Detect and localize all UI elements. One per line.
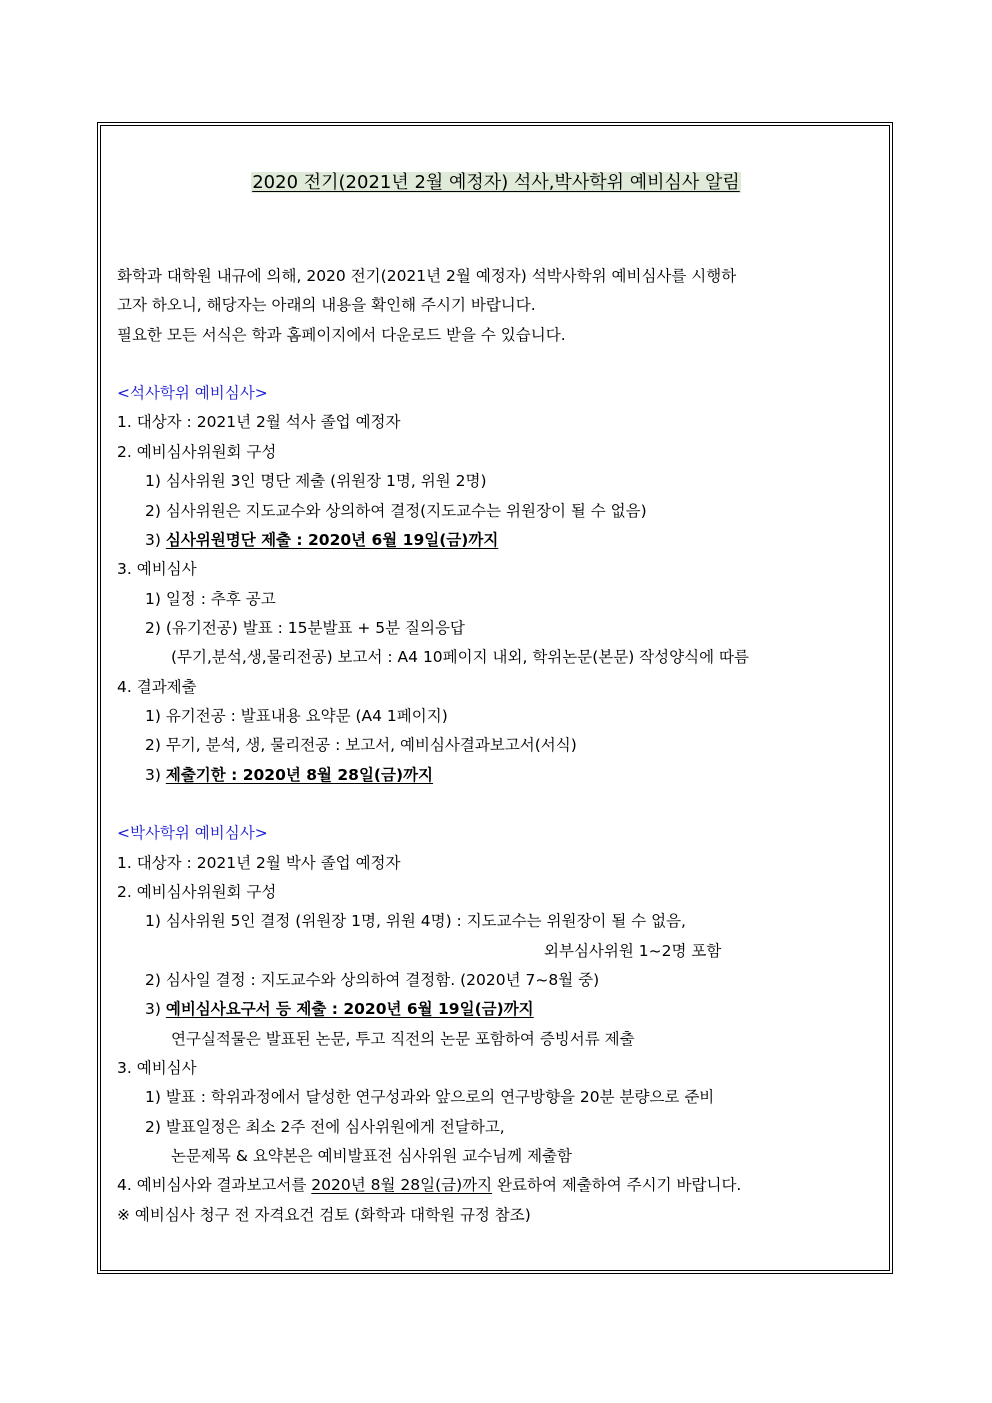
intro-line-2: 고자 하오니, 해당자는 아래의 내용을 확인해 주시기 바랍니다.	[117, 296, 536, 314]
document-title: 2020 전기(2021년 2월 예정자) 석사,박사학위 예비심사 알림	[252, 172, 740, 193]
masters-item-3-2-cont: (무기,분석,생,물리전공) 보고서 : A4 10페이지 내외, 학위논문(본문) 작성양식에 따름	[171, 648, 749, 666]
masters-item-4-3-prefix: 3)	[145, 766, 166, 784]
masters-item-2-1: 1) 심사위원 3인 명단 제출 (위원장 1명, 위원 2명)	[145, 472, 487, 490]
masters-item-4-1: 1) 유기전공 : 발표내용 요약문 (A4 1페이지)	[145, 707, 448, 725]
masters-item-2-3	[145, 529, 498, 551]
masters-item-2: 2. 예비심사위원회 구성	[117, 443, 277, 461]
doctoral-item-3: 3. 예비심사	[117, 1059, 197, 1077]
masters-submission-deadline: 제출기한 : 2020년 8월 28일(금)까지	[165, 766, 434, 784]
masters-item-4: 4. 결과제출	[117, 678, 197, 696]
doctoral-item-2-3	[145, 998, 534, 1020]
masters-committee-deadline: 심사위원명단 제출 : 2020년 6월 19일(금)까지	[165, 531, 499, 549]
masters-item-3-2: 2) (유기전공) 발표 : 15분발표 + 5분 질의응답	[145, 619, 465, 637]
doctoral-item-2-3-cont: 연구실적물은 발표된 논문, 투고 직전의 논문 포함하여 증빙서류 제출	[171, 1030, 635, 1048]
doctoral-item-2-2: 2) 심사일 결정 : 지도교수와 상의하여 결정함. (2020년 7~8월 중)	[145, 971, 600, 989]
doctoral-item-2-1: 1) 심사위원 5인 결정 (위원장 1명, 위원 4명) : 지도교수는 위원장이 될 수 없음,	[145, 912, 686, 930]
document-title-wrapper	[0, 170, 992, 196]
doctoral-item-4-prefix: 4. 예비심사와 결과보고서를	[117, 1176, 312, 1194]
doctoral-item-3-2: 2) 발표일정은 최소 2주 전에 심사위원에게 전달하고,	[145, 1118, 505, 1136]
doctoral-heading: <박사학위 예비심사>	[117, 824, 268, 842]
doctoral-request-deadline: 예비심사요구서 등 제출 : 2020년 6월 19일(금)까지	[165, 1000, 534, 1018]
masters-item-2-3-prefix: 3)	[145, 531, 166, 549]
masters-item-3: 3. 예비심사	[117, 560, 197, 578]
masters-heading: <석사학위 예비심사>	[117, 384, 268, 402]
doctoral-item-2-3-prefix: 3)	[145, 1000, 166, 1018]
masters-item-4-3	[145, 764, 433, 786]
doctoral-item-3-2-cont: 논문제목 & 요약본은 예비발표전 심사위원 교수님께 제출함	[171, 1147, 573, 1165]
doctoral-item-4	[117, 1174, 741, 1196]
doctoral-item-1: 1. 대상자 : 2021년 2월 박사 졸업 예정자	[117, 854, 401, 872]
masters-item-4-2: 2) 무기, 분석, 생, 물리전공 : 보고서, 예비심사결과보고서(서식)	[145, 736, 577, 754]
masters-item-3-1: 1) 일정 : 추후 공고	[145, 590, 276, 608]
intro-line-1: 화학과 대학원 내규에 의해, 2020 전기(2021년 2월 예정자) 석박사학위 예비심사를 시행하	[117, 267, 737, 285]
doctoral-item-2: 2. 예비심사위원회 구성	[117, 883, 277, 901]
masters-item-1: 1. 대상자 : 2021년 2월 석사 졸업 예정자	[117, 413, 401, 431]
doctoral-item-3-1: 1) 발표 : 학위과정에서 달성한 연구성과와 앞으로의 연구방향을 20분 분량으로 준비	[145, 1088, 715, 1106]
intro-line-3: 필요한 모든 서식은 학과 홈페이지에서 다운로드 받을 수 있습니다.	[117, 326, 566, 344]
doctoral-item-4-suffix: 완료하여 제출하여 주시기 바랍니다.	[492, 1176, 742, 1194]
doctoral-result-deadline: 2020년 8월 28일(금)까지	[311, 1176, 493, 1194]
doctoral-note: ※ 예비심사 청구 전 자격요건 검토 (화학과 대학원 규정 참조)	[117, 1206, 531, 1224]
doctoral-item-2-1-cont: 외부심사위원 1~2명 포함	[544, 942, 722, 960]
masters-item-2-2: 2) 심사위원은 지도교수와 상의하여 결정(지도교수는 위원장이 될 수 없음)	[145, 502, 647, 520]
